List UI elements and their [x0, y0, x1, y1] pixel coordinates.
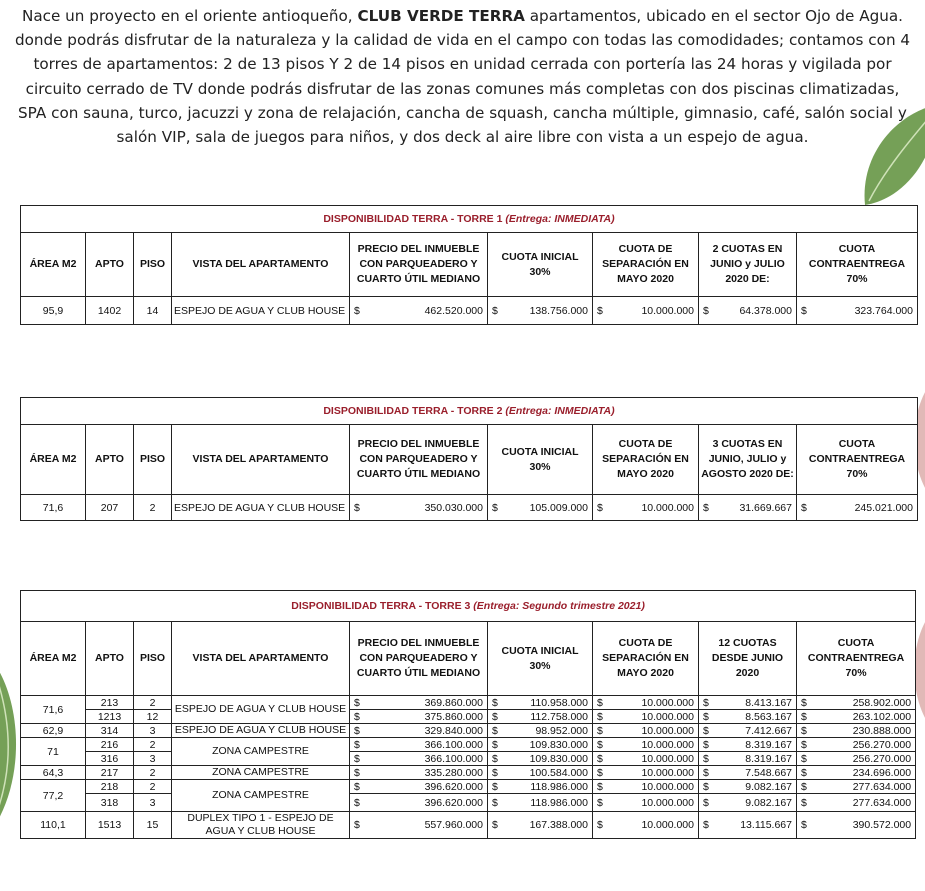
torre-1-table — [20, 205, 918, 325]
cell-inicial: $ 109.830.000 — [488, 752, 593, 766]
cell-precio: $ 335.280.000 — [350, 766, 488, 780]
cell-precio: $ 350.030.000 — [350, 495, 488, 521]
cell-apto: 218 — [86, 780, 134, 794]
table-row — [21, 724, 916, 738]
cell-apto: 316 — [86, 752, 134, 766]
table-row — [21, 780, 916, 794]
cell-inicial: $ 98.952.000 — [488, 724, 593, 738]
cell-precio: $ 557.960.000 — [350, 812, 488, 839]
header-cuotas: 3 CUOTAS EN JUNIO, JULIO y AGOSTO 2020 DE: — [699, 425, 797, 495]
header-area: ÁREA M2 — [21, 622, 86, 696]
table-title: DISPONIBILIDAD TERRA - TORRE 3 (Entrega: Segundo trimestre 2021) — [21, 591, 916, 622]
table-row — [21, 710, 916, 724]
cell-cuotas: $ 31.669.667 — [699, 495, 797, 521]
table-title: DISPONIBILIDAD TERRA - TORRE 1 (Entrega: INMEDIATA) — [21, 206, 918, 233]
cell-piso: 14 — [134, 297, 172, 325]
cell-area: 77,2 — [21, 780, 86, 812]
cell-apto: 1402 — [86, 297, 134, 325]
header-cuotas: 12 CUOTAS DESDE JUNIO 2020 — [699, 622, 797, 696]
table-row — [21, 752, 916, 766]
header-area: ÁREA M2 — [21, 425, 86, 495]
cell-inicial: $ 105.009.000 — [488, 495, 593, 521]
cell-vista: ZONA CAMPESTRE — [172, 738, 350, 766]
cell-contra: $ 256.270.000 — [797, 752, 916, 766]
cell-piso: 3 — [134, 752, 172, 766]
header-contra: CUOTA CONTRAENTREGA 70% — [797, 622, 916, 696]
table-title: DISPONIBILIDAD TERRA - TORRE 2 (Entrega: INMEDIATA) — [21, 398, 918, 425]
cell-cuotas: $ 8.319.167 — [699, 738, 797, 752]
header-area: ÁREA M2 — [21, 233, 86, 297]
header-separacion: CUOTA DE SEPARACIÓN EN MAYO 2020 — [593, 622, 699, 696]
cell-precio: $ 396.620.000 — [350, 794, 488, 812]
cell-separacion: $ 10.000.000 — [593, 766, 699, 780]
cell-cuotas: $ 7.548.667 — [699, 766, 797, 780]
header-vista: VISTA DEL APARTAMENTO — [172, 622, 350, 696]
cell-contra: $ 258.902.000 — [797, 696, 916, 710]
cell-apto: 1213 — [86, 710, 134, 724]
cell-apto: 314 — [86, 724, 134, 738]
cell-apto: 216 — [86, 738, 134, 752]
cell-separacion: $ 10.000.000 — [593, 780, 699, 794]
table-row — [21, 495, 918, 521]
header-precio: PRECIO DEL INMUEBLE CON PARQUEADERO Y CUARTO ÚTIL MEDIANO — [350, 622, 488, 696]
cell-piso: 3 — [134, 724, 172, 738]
cell-area: 62,9 — [21, 724, 86, 738]
cell-inicial: $ 112.758.000 — [488, 710, 593, 724]
cell-inicial: $ 167.388.000 — [488, 812, 593, 839]
intro-text: apartamentos, ubicado en el sector Ojo de Agua. donde podrás disfrutar de la naturaleza y la calidad de vida en el campo con todas las comodidades; contamos con 4 torres de apartamentos: 2 de 13 pisos Y 2 de 14 pisos en unidad cerrada con portería las 24 horas y vigilada por circuito cerrado de TV donde podrás disfrutar de las zonas comunes más completas con dos piscinas climatizadas, SPA con sauna, turco, jacuzzi y zona de relajación, cancha de squash, cancha múltiple, gimnasio, café, salón social y salón VIP, sala de juegos para niños, y dos deck al aire libre con vista a un espejo de agua. — [14, 7, 911, 147]
cell-piso: 2 — [134, 766, 172, 780]
cell-precio: $ 375.860.000 — [350, 710, 488, 724]
cell-cuotas: $ 9.082.167 — [699, 794, 797, 812]
cell-precio: $ 366.100.000 — [350, 738, 488, 752]
cell-precio: $ 396.620.000 — [350, 780, 488, 794]
header-contra: CUOTA CONTRAENTREGA 70% — [797, 425, 918, 495]
cell-inicial: $ 118.986.000 — [488, 780, 593, 794]
cell-area: 110,1 — [21, 812, 86, 839]
header-precio: PRECIO DEL INMUEBLE CON PARQUEADERO Y CUARTO ÚTIL MEDIANO — [350, 233, 488, 297]
cell-vista: ESPEJO DE AGUA Y CLUB HOUSE — [172, 696, 350, 724]
cell-contra: $ 263.102.000 — [797, 710, 916, 724]
header-piso: PISO — [134, 425, 172, 495]
cell-separacion: $ 10.000.000 — [593, 495, 699, 521]
torre-3-table — [20, 590, 916, 839]
cell-contra: $ 277.634.000 — [797, 794, 916, 812]
cell-area: 71,6 — [21, 696, 86, 724]
cell-vista: ZONA CAMPESTRE — [172, 780, 350, 812]
cell-precio: $ 366.100.000 — [350, 752, 488, 766]
cell-apto: 318 — [86, 794, 134, 812]
cell-separacion: $ 10.000.000 — [593, 752, 699, 766]
cell-separacion: $ 10.000.000 — [593, 738, 699, 752]
torre-2-table — [20, 397, 918, 521]
cell-vista: DUPLEX TIPO 1 - ESPEJO DE AGUA Y CLUB HOUSE — [172, 812, 350, 839]
cell-separacion: $ 10.000.000 — [593, 794, 699, 812]
cell-contra: $ 245.021.000 — [797, 495, 918, 521]
cell-area: 95,9 — [21, 297, 86, 325]
header-cuotas: 2 CUOTAS EN JUNIO y JULIO 2020 DE: — [699, 233, 797, 297]
header-contra: CUOTA CONTRAENTREGA 70% — [797, 233, 918, 297]
cell-precio: $ 329.840.000 — [350, 724, 488, 738]
cell-vista: ZONA CAMPESTRE — [172, 766, 350, 780]
cell-separacion: $ 10.000.000 — [593, 696, 699, 710]
header-apto: APTO — [86, 622, 134, 696]
header-inicial: CUOTA INICIAL 30% — [488, 233, 593, 297]
cell-separacion: $ 10.000.000 — [593, 297, 699, 325]
cell-inicial: $ 118.986.000 — [488, 794, 593, 812]
header-piso: PISO — [134, 233, 172, 297]
cell-vista: ESPEJO DE AGUA Y CLUB HOUSE — [172, 724, 350, 738]
header-separacion: CUOTA DE SEPARACIÓN EN MAYO 2020 — [593, 425, 699, 495]
cell-cuotas: $ 7.412.667 — [699, 724, 797, 738]
cell-precio: $ 462.520.000 — [350, 297, 488, 325]
cell-apto: 207 — [86, 495, 134, 521]
cell-inicial: $ 110.958.000 — [488, 696, 593, 710]
table-row — [21, 696, 916, 710]
header-separacion: CUOTA DE SEPARACIÓN EN MAYO 2020 — [593, 233, 699, 297]
table-row — [21, 766, 916, 780]
cell-area: 64,3 — [21, 766, 86, 780]
table-row — [21, 738, 916, 752]
cell-contra: $ 256.270.000 — [797, 738, 916, 752]
header-precio: PRECIO DEL INMUEBLE CON PARQUEADERO Y CUARTO ÚTIL MEDIANO — [350, 425, 488, 495]
intro-text: Nace un proyecto en el oriente antioqueño, — [21, 7, 358, 25]
cell-piso: 15 — [134, 812, 172, 839]
cell-precio: $ 369.860.000 — [350, 696, 488, 710]
header-apto: APTO — [86, 233, 134, 297]
cell-apto: 213 — [86, 696, 134, 710]
cell-piso: 2 — [134, 780, 172, 794]
cell-cuotas: $ 64.378.000 — [699, 297, 797, 325]
cell-apto: 217 — [86, 766, 134, 780]
cell-area: 71,6 — [21, 495, 86, 521]
brand-name: CLUB VERDE TERRA — [357, 7, 525, 25]
cell-contra: $ 230.888.000 — [797, 724, 916, 738]
cell-contra: $ 234.696.000 — [797, 766, 916, 780]
header-apto: APTO — [86, 425, 134, 495]
cell-cuotas: $ 13.115.667 — [699, 812, 797, 839]
table-row — [21, 297, 918, 325]
header-inicial: CUOTA INICIAL 30% — [488, 425, 593, 495]
header-piso: PISO — [134, 622, 172, 696]
header-vista: VISTA DEL APARTAMENTO — [172, 425, 350, 495]
cell-vista: ESPEJO DE AGUA Y CLUB HOUSE — [172, 495, 350, 521]
cell-inicial: $ 100.584.000 — [488, 766, 593, 780]
cell-piso: 3 — [134, 794, 172, 812]
header-inicial: CUOTA INICIAL 30% — [488, 622, 593, 696]
cell-contra: $ 277.634.000 — [797, 780, 916, 794]
cell-separacion: $ 10.000.000 — [593, 812, 699, 839]
intro-paragraph — [10, 4, 915, 149]
table-row — [21, 812, 916, 839]
table-row — [21, 794, 916, 812]
cell-piso: 2 — [134, 696, 172, 710]
cell-cuotas: $ 8.563.167 — [699, 710, 797, 724]
cell-cuotas: $ 9.082.167 — [699, 780, 797, 794]
cell-inicial: $ 109.830.000 — [488, 738, 593, 752]
cell-apto: 1513 — [86, 812, 134, 839]
cell-cuotas: $ 8.319.167 — [699, 752, 797, 766]
cell-separacion: $ 10.000.000 — [593, 710, 699, 724]
cell-area: 71 — [21, 738, 86, 766]
cell-contra: $ 323.764.000 — [797, 297, 918, 325]
header-vista: VISTA DEL APARTAMENTO — [172, 233, 350, 297]
cell-piso: 12 — [134, 710, 172, 724]
cell-separacion: $ 10.000.000 — [593, 724, 699, 738]
cell-piso: 2 — [134, 495, 172, 521]
cell-inicial: $ 138.756.000 — [488, 297, 593, 325]
cell-piso: 2 — [134, 738, 172, 752]
cell-cuotas: $ 8.413.167 — [699, 696, 797, 710]
cell-vista: ESPEJO DE AGUA Y CLUB HOUSE — [172, 297, 350, 325]
cell-contra: $ 390.572.000 — [797, 812, 916, 839]
